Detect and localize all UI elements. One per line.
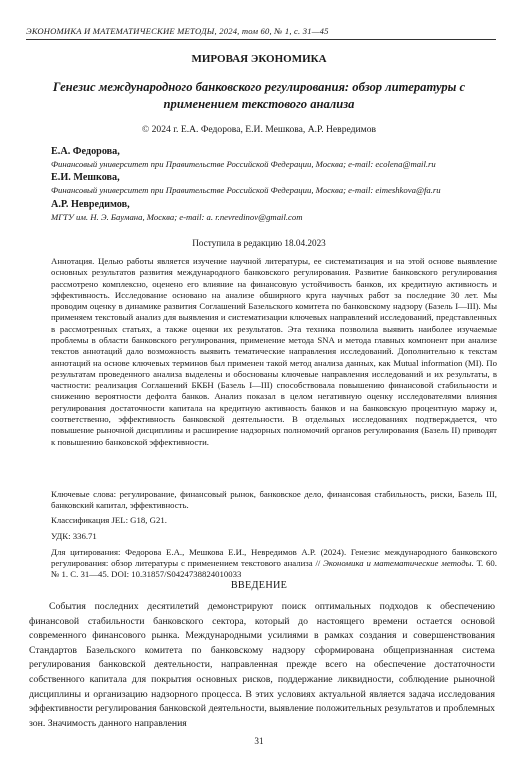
intro-heading: ВВЕДЕНИЕ — [230, 580, 288, 591]
page-number: 31 — [254, 736, 264, 746]
citation-details: . Т. 60. № 1. С. 31—45. DOI: 10.31857/S0424738824010033 — [51, 558, 497, 580]
citation-journal: Экономика и математические методы — [323, 558, 472, 569]
citation — [51, 547, 497, 580]
abstract: Аннотация. Целью работы является изучение научной литературы, ее систематизация и на этой основе выявление основных результатов развития международного банковского регулирования. Развитие банковского регулирования рассмотрено комплексно, оценено его влияние на финансовую устойчивость банков, их кредитную активность и эффективность. Исследование основано на анализе обширного круга научных работ за последние 30 лет. Мы проводим оценку в динамике развития Соглашений Базельского комитета по банковскому надзору (Базель I—III). Мы применяем текстовый анализ для выявления и систематизации ключевых направлений исследований, представленных в рассмотренных статьях, а также оценки их результатов. Эта техника позволила выявить наиболее изучаемые проблемы в области банковского регулирования, применение метода SNA и метода главных компонент при анализе текстов аннотаций дало возможность выявить тематические направления исследований. Дополнительно к текстам аннотаций на основе ключевых терминов был применен такой метод анализа данных, как Mutual information (MI). По результатам проведенного анализа выделены и обоснованы ключевые направления исследований и их результаты, в частности: реализация Соглашений БКБН (Базель I—III) способствовала повышению финансовой стабильности и снижению вероятности дефолта банков. Анализ показал в целом негативную оценку исследователями влияния регулирования достаточности капитала на кредитную активность банков и на банковскую процентную маржу и, соответственно, эффективность банковской деятельности. В отдельных исследованиях подтверждается, что повышение рыночной дисциплины и расширение надзорных полномочий органов регулирования (Базель II) приводят к повышению банковской эффективности. — [51, 256, 497, 447]
running-head: ЭКОНОМИКА И МАТЕМАТИЧЕСКИЕ МЕТОДЫ, 2024, том 60, № 1, с. 31—45 — [26, 26, 329, 36]
author-affiliation: Финансовый университет при Правительстве Российской Федерации, Москва; e-mail: eimeshkova@fa.ru — [51, 185, 441, 195]
keywords: Ключевые слова: регулирование, финансовый рынок, банковское дело, финансовая стабильность, риски, Базель III, банковский капитал, эффективность. — [51, 489, 497, 511]
received-date: Поступила в редакцию 18.04.2023 — [192, 238, 326, 248]
section-heading: МИРОВАЯ ЭКОНОМИКА — [191, 53, 327, 65]
article-title: Генезис международного банковского регулирования: обзор литературы с применением текстового анализа — [52, 80, 466, 111]
intro-paragraph: События последних десятилетий демонстрируют поиск оптимальных подходов к обеспечению финансовой стабильности банковского сектора, который до настоящего времени остается основой современного финансового рынка. Международными усилиями в рамках создания и совершенствования Стандартов Базельского комитета по банковскому надзору сформирована общепризнанная система регулирования банковской деятельности, направленная прежде всего на обеспечение достаточности собственного капитала для покрытия основных рисков, поддержание ликвидности, соблюдение рыночной дисциплины и организацию надзорного процесса. В этих условиях актуальной является задача исследования эффективности регулирования банковской деятельности, выявление положительных результатов и проблемных зон. Значимость данного направления — [29, 601, 495, 729]
citation-text: Для цитирования: Федорова Е.А., Мешкова Е.И., Невредимов А.Р. (2024). Генезис международного банковского регулирования: обзор литературы с применением текстового анализа // — [51, 547, 497, 569]
udk-code: УДК: 336.71 — [51, 531, 97, 541]
author-name: Е.И. Мешкова, — [51, 172, 120, 183]
header-rule — [26, 39, 496, 40]
copyright-line: © 2024 г. Е.А. Федорова, Е.И. Мешкова, А.Р. Невредимов — [141, 124, 377, 135]
author-affiliation: Финансовый университет при Правительстве Российской Федерации, Москва; e-mail: ecolena@mail.ru — [51, 159, 436, 169]
author-name: Е.А. Федорова, — [51, 146, 120, 157]
jel-classification: Классификация JEL: G18, G21. — [51, 515, 167, 525]
author-affiliation: МГТУ им. Н. Э. Баумана, Москва; e-mail: a. r.nevredinov@gmail.com — [51, 212, 303, 222]
author-name: А.Р. Невредимов, — [51, 199, 130, 210]
